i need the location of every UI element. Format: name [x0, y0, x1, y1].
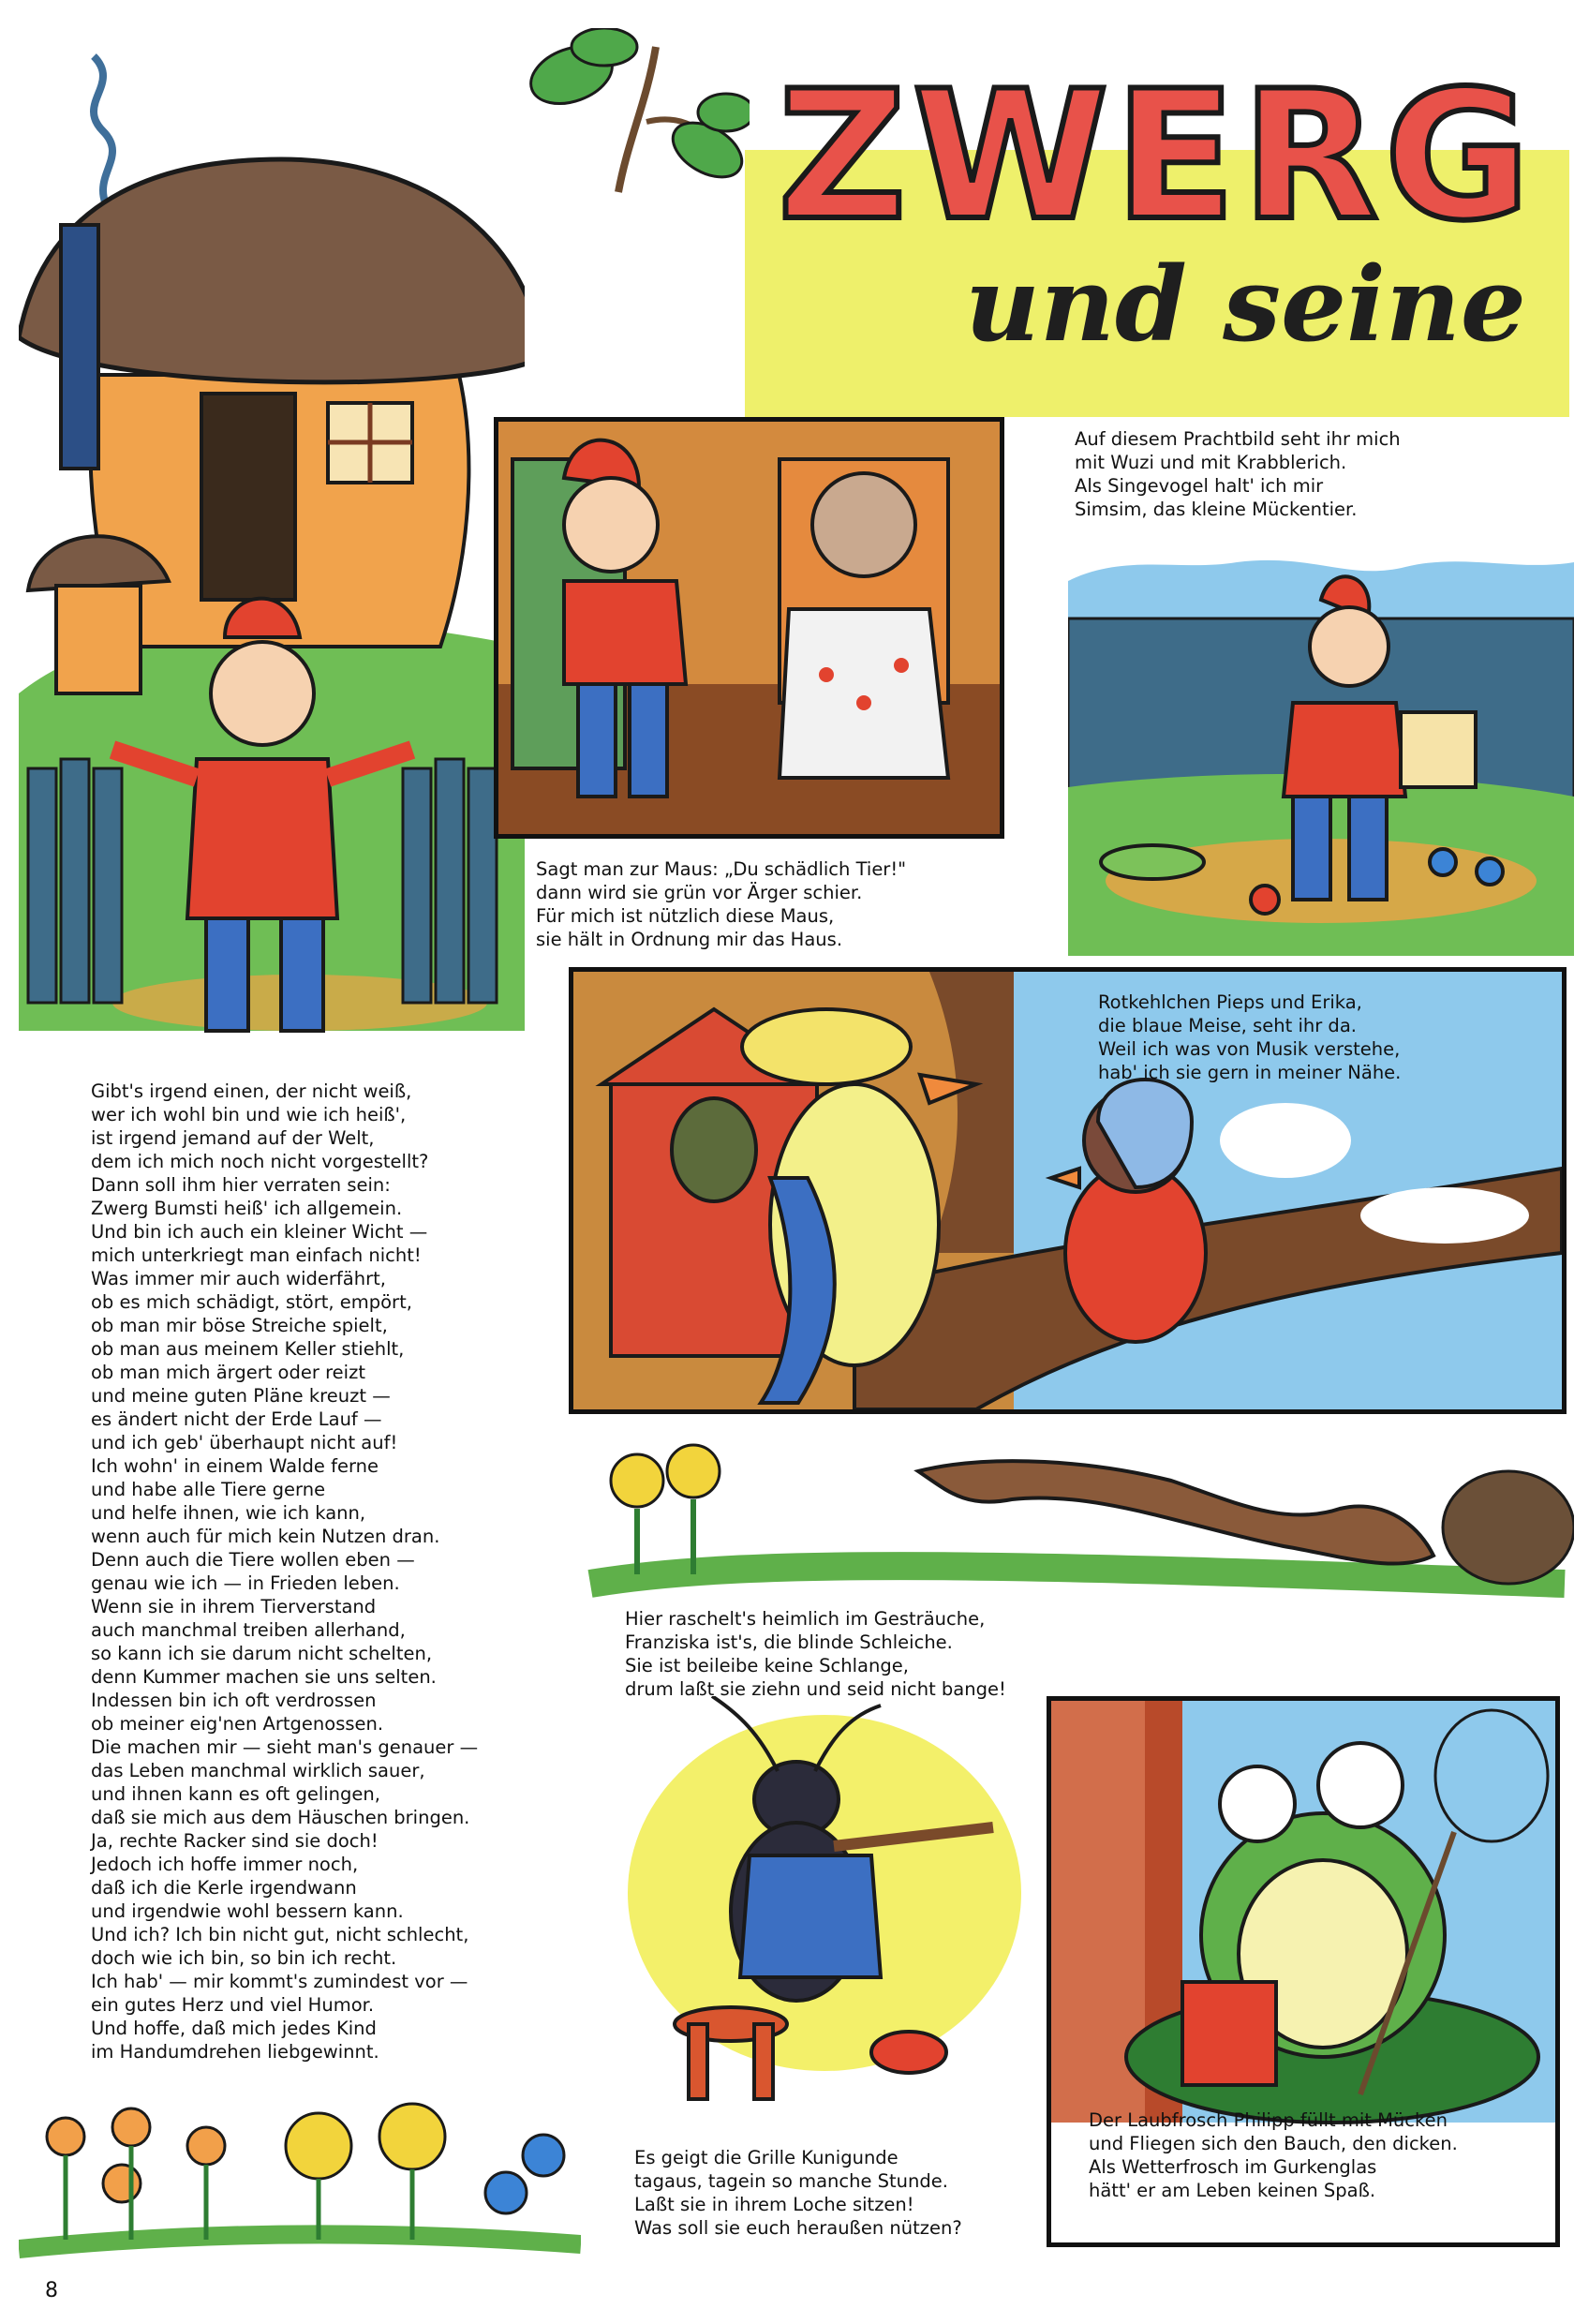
caption-mouse: Sagt man zur Maus: „Du schädlich Tier!" dann wird sie grün vor Ärger schier. Für mich ist nützlich diese Maus, sie hält in Ordnung mir das Haus. [536, 858, 907, 950]
cricket-violin-illustration [600, 1696, 1031, 2118]
flowers-illustration [19, 2090, 581, 2258]
caption-frog: Der Laubfrosch Philipp füllt mit Mücken und Fliegen sich den Bauch, den dicken. Als Wetterfrosch im Gurkenglas hätt' er am Leben keinen Spaß. [1089, 2109, 1458, 2201]
caption-walk: Auf diesem Prachtbild seht ihr mich mit Wuzi und mit Krabblerich. Als Singevogel halt' ich mir Simsim, das kleine Mückentier. [1075, 428, 1401, 520]
caption-slowworm: Hier raschelt's heimlich im Gesträuche, Franziska ist's, die blinde Schleiche. Sie ist beileibe keine Schlange, drum laßt sie ziehn und seid nicht bange! [625, 1608, 1006, 1700]
caption-birds: Rotkehlchen Pieps und Erika, die blaue Meise, seht ihr da. Weil ich was von Musik verstehe, hab' ich sie gern in meiner Nähe. [1098, 991, 1402, 1083]
panel-mouse [494, 417, 1004, 839]
mushroom-house-illustration [19, 37, 525, 1050]
dwarf-and-mouse-illustration [498, 422, 1000, 834]
caption-cricket: Es geigt die Grille Kunigunde tagaus, tagein so manche Stunde. Laßt sie in ihrem Loche sitzen! Was soll sie euch heraußen nützen? [634, 2147, 962, 2239]
page-number: 8 [45, 2279, 58, 2302]
title-main: ZWERG [778, 52, 1537, 260]
dwarf-walking-illustration [1068, 553, 1574, 956]
slowworm-illustration [572, 1443, 1574, 1602]
clover-sprig-illustration [506, 28, 750, 197]
title-sub: und seine [965, 244, 1526, 365]
panel-frog [1047, 1696, 1560, 2247]
intro-poem: Gibt's irgend einen, der nicht weiß, wer ich wohl bin und wie ich heiß', ist irgend jemand auf der Welt, dem ich mich noch nicht vorgestellt? Dann soll ihm hier verraten sein: Zwerg Bumsti heiß' ich allgemein. Und bin ich auch ein kleiner Wicht — mich unterkriegt man einfach nicht! Was immer mir auch widerfährt, ob es mich schädigt, stört, empört, ob man mir böse Streiche spielt, ob man aus meinem Keller stiehlt, ob man mich ärgert oder reizt und meine guten Pläne kreuzt — es ändert nicht der Erde Lauf — und ich geb' überhaupt nicht auf! Ich wohn' in einem Walde ferne und habe alle Tiere gerne und helfe ihnen, wie ich kann, wenn auch für mich kein Nutzen dran. Denn auch die Tiere wollen eben — genau wie ich — in Frieden leben. Wenn sie in ihrem Tierverstand auch manchmal treiben allerhand, so kann ich sie darum nicht schelten, denn Kummer machen sie uns selten. Indessen bin ich oft verdrossen ob meiner eig'nen Artgenossen. Die machen mir — sieht man's genauer — das Leben manchmal wirklich sauer, und ihnen kann es oft gelingen, daß sie mich aus dem Häuschen bringen. Ja, rechte Racker sind sie doch! Jedoch ich hoffe immer noch, daß ich die Kerle irgendwann und irgendwie wohl bessern kann. Und ich? Ich bin nicht gut, nicht schlecht, doch wie ich bin, so bin ich recht. Ich hab' — mir kommt's zumindest vor — ein gutes Herz und viel Humor. Und hoffe, daß mich jedes Kind im Handumdrehen liebgewinnt. [91, 1080, 479, 2063]
